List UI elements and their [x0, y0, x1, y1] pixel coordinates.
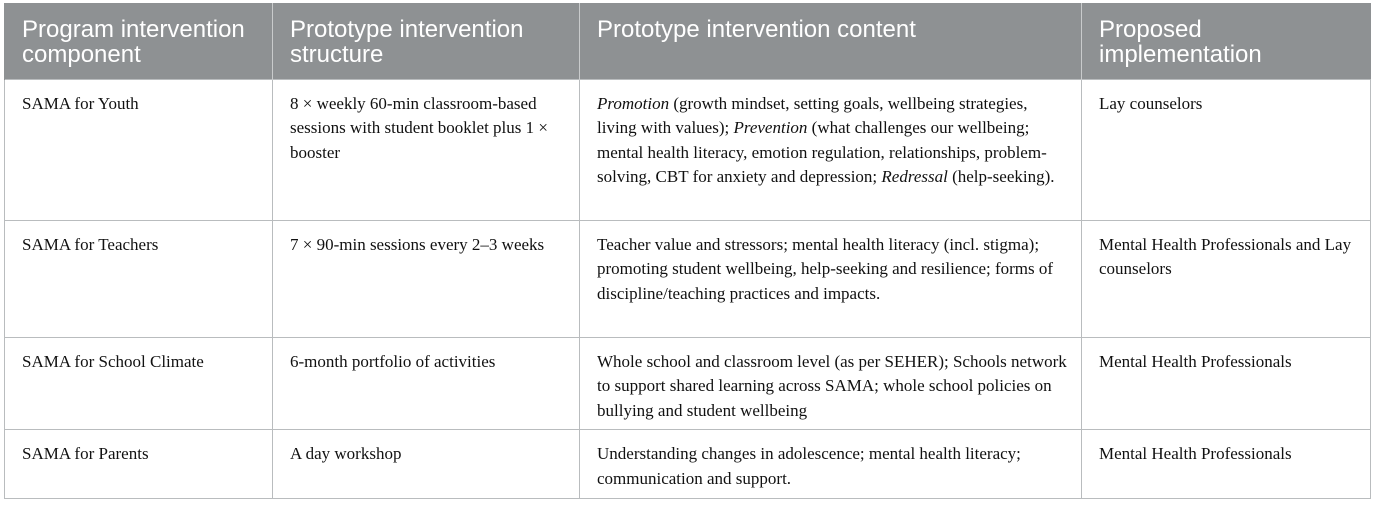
header-component: Program intervention component [5, 3, 273, 79]
intervention-table [4, 3, 1371, 499]
table-row [5, 430, 1371, 499]
cell-component: SAMA for Youth [5, 79, 273, 220]
cell-structure: 8 × weekly 60-min classroom-based sessions with student booklet plus 1 × booster [273, 79, 580, 220]
table-row [5, 337, 1371, 430]
prevention-text: (what challenges our wellbeing; mental health literacy, emotion regulation, relationships, problem-solving, CBT for anxiety and depression; [597, 118, 1047, 186]
cell-content: Teacher value and stressors; mental health literacy (incl. stigma); promoting student wellbeing, help-seeking and resilience; forms of discipline/teaching practices and impacts. [580, 220, 1082, 337]
promotion-term: Promotion [597, 93, 670, 113]
cell-component: SAMA for Parents [5, 430, 273, 499]
promotion-text: (growth mindset, setting goals, wellbeing strategies, living with values); [597, 93, 1028, 137]
table-row [5, 79, 1371, 220]
prevention-term: Prevention [733, 118, 808, 137]
cell-implementation: Mental Health Professionals and Lay counselors [1082, 220, 1371, 337]
header-row [5, 3, 1371, 79]
cell-implementation: Mental Health Professionals [1082, 337, 1371, 430]
redressal-term: Redressal [881, 167, 948, 186]
cell-implementation: Mental Health Professionals [1082, 430, 1371, 499]
cell-structure: 7 × 90-min sessions every 2–3 weeks [273, 220, 580, 337]
header-structure: Prototype intervention structure [273, 3, 580, 79]
cell-content: Whole school and classroom level (as per SEHER); Schools network to support shared learning across SAMA; whole school policies on bullying and student wellbeing [580, 337, 1082, 430]
cell-component: SAMA for Teachers [5, 220, 273, 337]
redressal-text: (help-seeking). [947, 167, 1055, 186]
table-row [5, 220, 1371, 337]
header-implementation: Proposed implementation [1082, 3, 1371, 79]
cell-implementation: Lay counselors [1082, 79, 1371, 220]
cell-content [580, 79, 1082, 220]
cell-component: SAMA for School Climate [5, 337, 273, 430]
cell-structure: A day workshop [273, 430, 580, 499]
cell-structure: 6-month portfolio of activities [273, 337, 580, 430]
header-content: Prototype intervention content [580, 3, 1082, 79]
cell-content: Understanding changes in adolescence; mental health literacy; communication and support. [580, 430, 1082, 499]
